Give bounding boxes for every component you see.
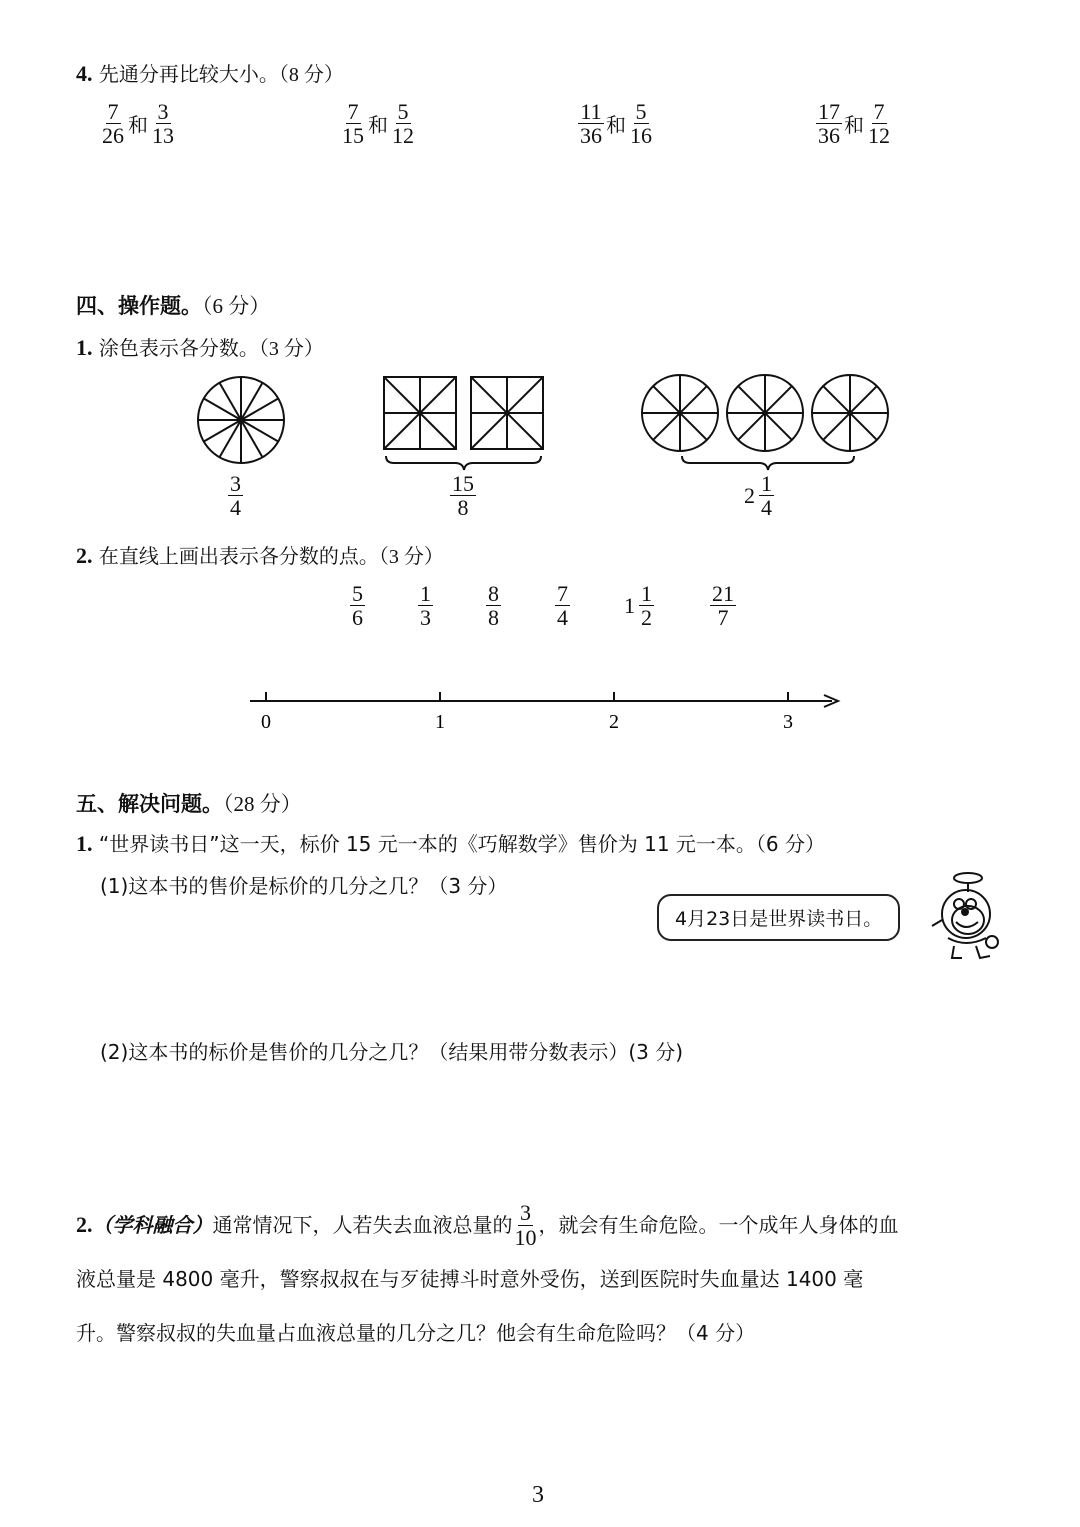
section5-heading (76, 788, 302, 818)
nl-fraction-1 (350, 582, 365, 629)
s4q2-score: （3 分） (378, 546, 444, 568)
whole-part: 1 (624, 592, 635, 618)
nl-fraction-3 (486, 582, 501, 629)
tick-label-0: 0 (261, 711, 271, 733)
s5q1-sub1: (1)这本书的售价是标价的几分之几？（3 分） (100, 874, 508, 898)
speech-bubble (657, 894, 900, 941)
s5q1-sub2: (2)这本书的标价是售价的几分之几？（结果用带分数表示）(3 分) (100, 1040, 684, 1064)
joiner-text: 和 (606, 113, 626, 138)
joiner-text: 和 (844, 113, 864, 138)
fraction: $\frac{3}{4}$ (230, 471, 241, 521)
q4-pair-3 (578, 100, 654, 147)
s5q2-text-before: 通常情况下，人若失去血液总量的 (212, 1213, 513, 1237)
nl-fraction-5 (624, 582, 654, 629)
s4q2-prompt: 在直线上画出表示各分数的点。 (98, 544, 379, 568)
fraction: $\frac{8}{8}$ (488, 581, 499, 631)
s5q2-text-after: ，就会有生命危险。一个成年人身体的血 (538, 1213, 899, 1237)
square-8-parts-2[interactable] (471, 377, 543, 449)
fraction: $\frac{11}{36}$ (580, 99, 602, 149)
tick-label-3: 3 (783, 711, 793, 733)
nl-fraction-6 (710, 582, 736, 629)
tick-label-2: 2 (609, 711, 619, 733)
s5q1-line (76, 828, 825, 857)
joiner-text: 和 (368, 113, 388, 138)
section5-title: 五、解决问题。 (76, 792, 223, 816)
s4q1-number: 1. (76, 335, 93, 360)
fraction: $\frac{7}{26}$ (102, 99, 124, 149)
circle-12-parts[interactable] (198, 377, 284, 463)
s5q1-number: 1. (76, 831, 93, 856)
nl-fraction-4 (555, 582, 570, 629)
whole-part: 2 (744, 482, 755, 508)
label-circle (228, 472, 243, 519)
section4-score: （6 分） (202, 294, 271, 318)
q4-pair-2 (340, 100, 416, 147)
section5-score: （28 分） (223, 792, 302, 816)
q4-number: 4. (76, 61, 93, 86)
square-8-parts-1[interactable] (384, 377, 456, 449)
s4q2-prompt-line (76, 540, 444, 569)
tick-label-1: 1 (435, 711, 445, 733)
fraction: $\frac{21}{7}$ (712, 581, 734, 631)
nl-fraction-2 (418, 582, 433, 629)
q4-prompt-line (76, 58, 344, 87)
q4-pair-1 (100, 100, 176, 147)
s4q1-score: （3 分） (258, 338, 324, 360)
fraction: $\frac{5}{12}$ (392, 99, 414, 149)
circle-8-parts-3[interactable] (812, 375, 888, 451)
q4-pair-4 (816, 100, 892, 147)
q4-score: （8 分） (278, 64, 344, 86)
s5q2-block (76, 1198, 1011, 1360)
section4-title: 四、操作题。 (76, 294, 202, 318)
s5q2-number: 2. (76, 1212, 93, 1237)
circle-8-parts-2[interactable] (727, 375, 803, 451)
s4q1-prompt: 涂色表示各分数。 (98, 336, 259, 360)
fraction: $\frac{1}{3}$ (420, 581, 431, 631)
section4-heading (76, 290, 270, 320)
cartoon-character-icon (918, 864, 1018, 964)
fraction: $\frac{7}{12}$ (868, 99, 890, 149)
fraction: $\frac{5}{6}$ (352, 581, 363, 631)
shading-shapes (0, 360, 1080, 480)
fraction: $\frac{1}{4}$ (761, 471, 772, 521)
fraction: $\frac{7}{4}$ (557, 581, 568, 631)
fraction: $\frac{3}{10}$ (514, 1200, 537, 1250)
s5q1-text: “世界读书日”这一天，标价 15 元一本的《巧解数学》售价为 11 元一本。（6 分） (98, 832, 825, 856)
s5q2-line-1 (76, 1198, 1011, 1252)
brace-circles (682, 456, 854, 470)
q4-prompt: 先通分再比较大小。 (98, 62, 279, 86)
label-circles (744, 472, 774, 519)
fraction: $\frac{1}{2}$ (641, 581, 652, 631)
s4q1-prompt-line (76, 332, 324, 361)
s4q2-number: 2. (76, 543, 93, 568)
brace-squares (386, 456, 541, 470)
fraction: $\frac{5}{16}$ (630, 99, 652, 149)
s5q2-line-3: 升。警察叔叔的失血量占血液总量的几分之几？他会有生命危险吗？（4 分） (76, 1321, 756, 1345)
joiner-text: 和 (128, 113, 148, 138)
fraction: $\frac{17}{36}$ (818, 99, 840, 149)
subject-tag: （学科融合） (92, 1213, 213, 1237)
number-line[interactable] (0, 680, 1080, 740)
fraction: $\frac{3}{13}$ (152, 99, 174, 149)
bubble-text: 4月23日是世界读书日。 (675, 908, 883, 930)
circle-8-parts-1[interactable] (642, 375, 718, 451)
fraction: $\frac{15}{8}$ (452, 471, 474, 521)
s5q2-line-2: 液总量是 4800 毫升，警察叔叔在与歹徒搏斗时意外受伤，送到医院时失血量达 1400 毫 (76, 1267, 864, 1291)
fraction: $\frac{7}{15}$ (342, 99, 364, 149)
label-squares (450, 472, 476, 519)
page-number: 3 (532, 1482, 544, 1508)
